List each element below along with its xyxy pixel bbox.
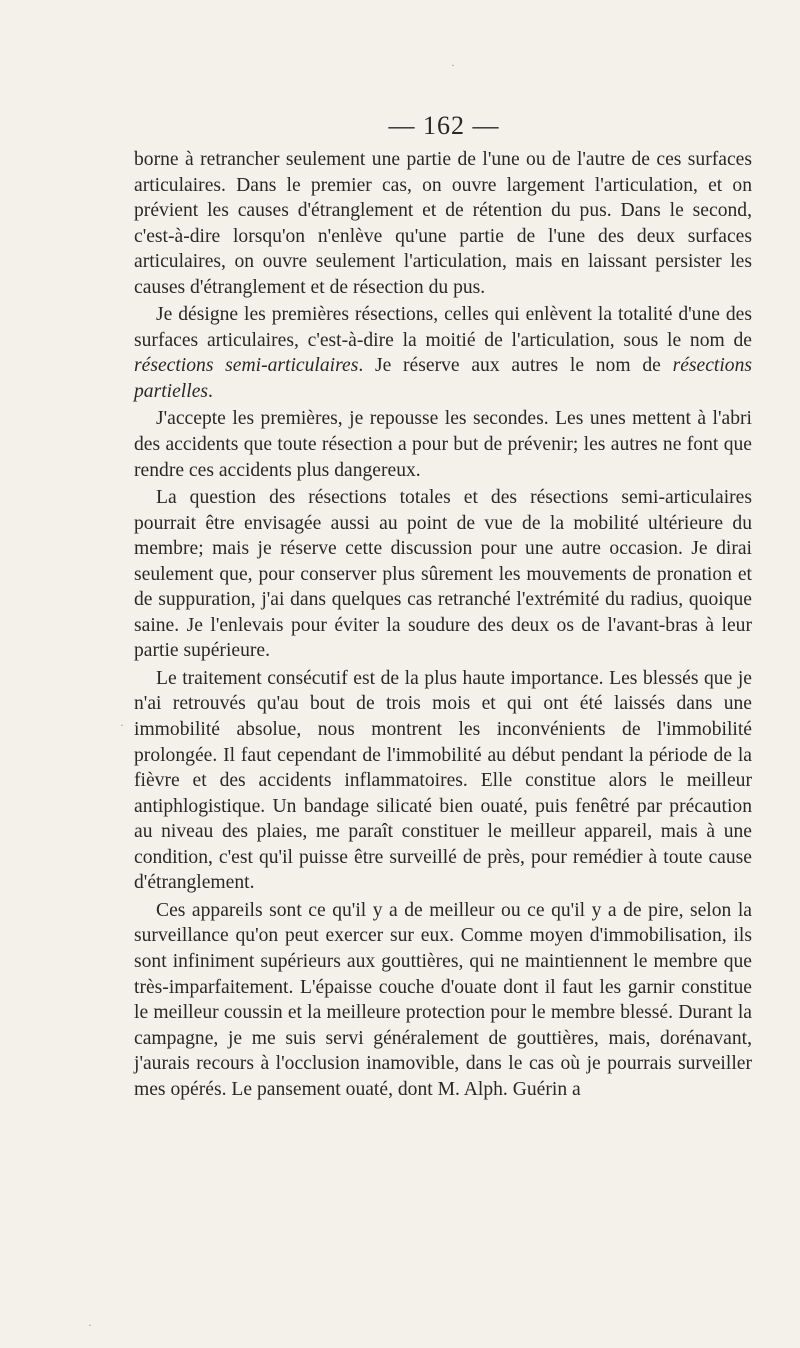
- paragraph-2-text-b: . Je réserve aux autres le nom de: [358, 355, 673, 377]
- paragraph-2-text-c: .: [208, 380, 213, 402]
- paragraph-6-text: Ces appareils sont ce qu'il y a de meilleur ou ce qu'il y a de pire, selon la surveillance qu'on peut exercer sur eux. Comme moyen d'immobilisation, ils sont infiniment supérieurs aux gouttières, qui ne maintiennent le membre que très-imparfaitement. L'épaisse couche d'ouate dont il faut les garnir constitue le meilleur coussin et la meilleure protection pour le membre blessé. Durant la campagne, je me suis servi généralement de gouttières, mais, dorénavant, j'aurais recours à l'occlusion inamovible, dans le cas où je pourrais surveiller mes opérés. Le pansement ouaté, dont M. Alph. Guérin a: [134, 899, 752, 1100]
- paragraph-2: [134, 302, 752, 404]
- paragraph-1-text: borne à retrancher seulement une partie de l'une ou de l'autre de ces surfaces articulaires. Dans le premier cas, on ouvre largement l'articulation, et on prévient les causes d'étranglement et de rétention du pus. Dans le second, c'est-à-dire lorsqu'on n'enlève qu'une partie de l'une des deux surfaces articulaires, on ouvre seulement l'articulation, mais en laissant persister les causes d'étranglement et de résection du pus.: [134, 149, 752, 298]
- term-resections-semi-articulaires: résections semi-articulaires: [134, 355, 359, 377]
- paragraph-5: [134, 666, 752, 896]
- paragraph-4-text: La question des résections totales et des résections semi-articulaires pourrait être envisagée aussi au point de vue de la mobilité ultérieure du membre; mais je réserve cette discussion pour une autre occasion. Je dirai seulement que, pour conserver plus sûrement les mouvements de pronation et de suppuration, j'ai dans quelques cas retranché l'extrémité du radius, quoique saine. Je l'enlevais pour éviter la soudure des deux os de l'avant-bras à leur partie supérieure.: [134, 487, 752, 662]
- term-resections-partielles: résections partielles: [134, 355, 753, 402]
- paragraph-4: [134, 485, 752, 664]
- paper-speck: ·: [451, 58, 455, 72]
- paragraph-2-text-a: Je désigne les premières résections, celles qui enlèvent la totalité d'une des surfaces articulaires, c'est-à-dire la moitié de l'articulation, sous le nom de: [134, 304, 752, 351]
- paper-speck: ·: [88, 1318, 92, 1332]
- paragraph-1: [134, 147, 752, 300]
- body-text: [134, 147, 752, 1104]
- paragraph-5-text: Le traitement consécutif est de la plus haute importance. Les blessés que je n'ai retrouvés qu'au bout de trois mois et qui ont été laissés dans une immobilité absolue, nous montrent les inconvénients de l'immobilité prolongée. Il faut cependant de l'immobilité au début pendant la période de la fièvre et des accidents inflammatoires. Elle constitue alors le meilleur antiphlogistique. Un bandage silicaté bien ouaté, puis fenêtré par précaution au niveau des plaies, me paraît constituer le meilleur appareil, mais à une condition, c'est qu'il puisse être surveillé de près, pour remédier à toute cause d'étranglement.: [134, 667, 752, 894]
- page-number: — 162 —: [388, 111, 500, 140]
- paragraph-3-text: J'accepte les premières, je repousse les secondes. Les unes mettent à l'abri des accidents que toute résection a pour but de prévenir; les autres ne font que rendre ces accidents plus dangereux.: [134, 408, 752, 481]
- paragraph-6: [134, 898, 752, 1102]
- paper-speck: ·: [120, 718, 124, 732]
- paragraph-3: [134, 406, 752, 483]
